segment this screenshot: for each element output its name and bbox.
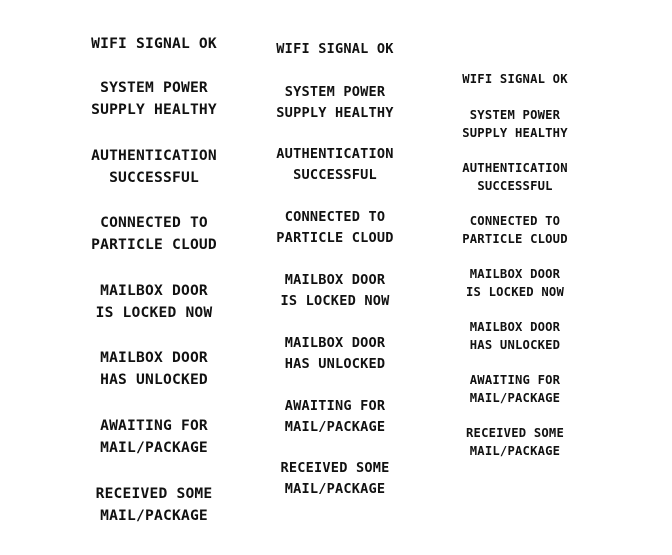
status-connected-particle-cloud: CONNECTED TO PARTICLE CLOUD	[276, 209, 394, 246]
status-door-unlocked: MAILBOX DOOR HAS UNLOCKED	[284, 335, 386, 372]
status-awaiting-mail: AWAITING FOR MAIL/PACKAGE	[100, 417, 208, 456]
status-power-supply-healthy: SYSTEM POWER SUPPLY HEALTHY	[91, 79, 217, 118]
status-authentication-successful: AUTHENTICATION SUCCESSFUL	[276, 146, 394, 183]
status-power-supply-healthy: SYSTEM POWER SUPPLY HEALTHY	[276, 84, 394, 121]
status-awaiting-mail: AWAITING FOR MAIL/PACKAGE	[469, 373, 561, 405]
status-wifi-signal-ok: WIFI SIGNAL OK	[91, 35, 217, 52]
status-awaiting-mail: AWAITING FOR MAIL/PACKAGE	[284, 398, 386, 435]
status-power-supply-healthy: SYSTEM POWER SUPPLY HEALTHY	[462, 108, 568, 140]
status-door-unlocked: MAILBOX DOOR HAS UNLOCKED	[100, 349, 208, 388]
status-wifi-signal-ok: WIFI SIGNAL OK	[462, 72, 568, 86]
status-door-unlocked: MAILBOX DOOR HAS UNLOCKED	[469, 320, 561, 352]
status-door-locked: MAILBOX DOOR IS LOCKED NOW	[466, 267, 564, 299]
status-connected-particle-cloud: CONNECTED TO PARTICLE CLOUD	[91, 214, 217, 253]
status-received-mail: RECEIVED SOME MAIL/PACKAGE	[95, 485, 213, 524]
status-wifi-signal-ok: WIFI SIGNAL OK	[276, 41, 394, 57]
status-connected-particle-cloud: CONNECTED TO PARTICLE CLOUD	[462, 214, 568, 246]
status-received-mail: RECEIVED SOME MAIL/PACKAGE	[280, 460, 390, 497]
status-door-locked: MAILBOX DOOR IS LOCKED NOW	[95, 282, 213, 321]
status-authentication-successful: AUTHENTICATION SUCCESSFUL	[462, 161, 568, 193]
status-received-mail: RECEIVED SOME MAIL/PACKAGE	[466, 426, 564, 458]
status-authentication-successful: AUTHENTICATION SUCCESSFUL	[91, 147, 217, 186]
status-door-locked: MAILBOX DOOR IS LOCKED NOW	[280, 272, 390, 309]
